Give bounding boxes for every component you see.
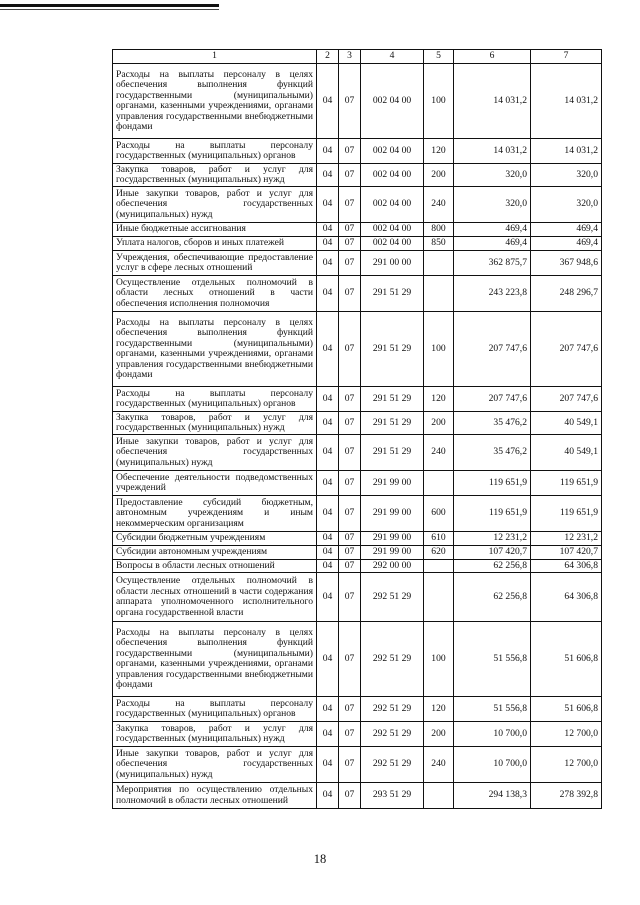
table-row: [113, 64, 602, 139]
table-header-row: [113, 50, 602, 64]
target-item-code: 292 51 29: [361, 573, 424, 622]
expense-type-code: 240: [424, 747, 454, 783]
target-item-code: 002 04 00: [361, 223, 424, 237]
section-code: 04: [317, 435, 339, 471]
target-item-code: 292 51 29: [361, 722, 424, 747]
row-name: Предоставление субсидий бюджетным, автономным учреждениям и иным некоммерческим организациям: [113, 496, 317, 532]
row-name: Расходы на выплаты персоналу в целях обеспечения выполнения функций государственными (муниципальными) органами, казенными учреждениями, органами управления государственными внебюджетными фондами: [113, 64, 317, 139]
amount-col-6: 35 476,2: [454, 412, 531, 435]
expense-type-code: 200: [424, 164, 454, 187]
amount-col-7: 119 651,9: [531, 471, 602, 496]
target-item-code: 292 51 29: [361, 622, 424, 697]
column-header: 5: [424, 50, 454, 64]
amount-col-6: 62 256,8: [454, 560, 531, 573]
amount-col-6: 51 556,8: [454, 697, 531, 722]
target-item-code: 291 51 29: [361, 412, 424, 435]
section-code: 04: [317, 312, 339, 387]
expense-type-code: 200: [424, 722, 454, 747]
amount-col-6: 62 256,8: [454, 573, 531, 622]
subsection-code: 07: [339, 312, 361, 387]
section-code: 04: [317, 412, 339, 435]
target-item-code: 291 51 29: [361, 276, 424, 312]
section-code: 04: [317, 237, 339, 251]
table-row: [113, 387, 602, 412]
section-code: 04: [317, 471, 339, 496]
amount-col-6: 320,0: [454, 164, 531, 187]
amount-col-7: 207 747,6: [531, 312, 602, 387]
amount-col-7: 51 606,8: [531, 622, 602, 697]
table-row: [113, 251, 602, 276]
expense-type-code: 620: [424, 546, 454, 560]
amount-col-7: 367 948,6: [531, 251, 602, 276]
target-item-code: 291 51 29: [361, 387, 424, 412]
expense-type-code: 100: [424, 64, 454, 139]
amount-col-7: 469,4: [531, 237, 602, 251]
amount-col-6: 469,4: [454, 237, 531, 251]
amount-col-7: 248 296,7: [531, 276, 602, 312]
subsection-code: 07: [339, 783, 361, 809]
subsection-code: 07: [339, 237, 361, 251]
expense-type-code: 240: [424, 187, 454, 223]
amount-col-7: 207 747,6: [531, 387, 602, 412]
target-item-code: 291 51 29: [361, 435, 424, 471]
amount-col-6: 320,0: [454, 187, 531, 223]
amount-col-6: 14 031,2: [454, 139, 531, 164]
row-name: Расходы на выплаты персоналу государственных (муниципальных) органов: [113, 139, 317, 164]
row-name: Закупка товаров, работ и услуг для государственных (муниципальных) нужд: [113, 412, 317, 435]
table-row: [113, 697, 602, 722]
subsection-code: 07: [339, 622, 361, 697]
subsection-code: 07: [339, 387, 361, 412]
section-code: 04: [317, 722, 339, 747]
column-header: 4: [361, 50, 424, 64]
expense-type-code: [424, 783, 454, 809]
amount-col-7: 278 392,8: [531, 783, 602, 809]
row-name: Закупка товаров, работ и услуг для государственных (муниципальных) нужд: [113, 722, 317, 747]
table-row: [113, 722, 602, 747]
amount-col-7: 12 700,0: [531, 722, 602, 747]
row-name: Расходы на выплаты персоналу государственных (муниципальных) органов: [113, 697, 317, 722]
amount-col-6: 119 651,9: [454, 496, 531, 532]
section-code: 04: [317, 573, 339, 622]
amount-col-6: 35 476,2: [454, 435, 531, 471]
row-name: Обеспечение деятельности подведомственных учреждений: [113, 471, 317, 496]
amount-col-7: 107 420,7: [531, 546, 602, 560]
target-item-code: 292 51 29: [361, 697, 424, 722]
subsection-code: 07: [339, 573, 361, 622]
expense-type-code: [424, 573, 454, 622]
section-code: 04: [317, 496, 339, 532]
amount-col-7: 320,0: [531, 187, 602, 223]
row-name: Расходы на выплаты персоналу в целях обеспечения выполнения функций государственными (муниципальными) органами, казенными учреждениями, органами управления государственными внебюджетными фондами: [113, 312, 317, 387]
row-name: Осуществление отдельных полномочий в области лесных отношений в части обеспечения исполнения полномочия: [113, 276, 317, 312]
subsection-code: 07: [339, 435, 361, 471]
expense-type-code: 200: [424, 412, 454, 435]
row-name: Вопросы в области лесных отношений: [113, 560, 317, 573]
amount-col-6: 294 138,3: [454, 783, 531, 809]
table-row: [113, 747, 602, 783]
amount-col-6: 207 747,6: [454, 387, 531, 412]
table-row: [113, 187, 602, 223]
table-row: [113, 622, 602, 697]
amount-col-6: 469,4: [454, 223, 531, 237]
target-item-code: 002 04 00: [361, 237, 424, 251]
subsection-code: 07: [339, 139, 361, 164]
expense-type-code: [424, 560, 454, 573]
table-row: [113, 223, 602, 237]
table-row: [113, 573, 602, 622]
amount-col-7: 64 306,8: [531, 573, 602, 622]
table-row: [113, 471, 602, 496]
row-name: Иные закупки товаров, работ и услуг для обеспечения государственных (муниципальных) нужд: [113, 435, 317, 471]
amount-col-6: 51 556,8: [454, 622, 531, 697]
table-row: [113, 783, 602, 809]
subsection-code: 07: [339, 64, 361, 139]
amount-col-7: 12 231,2: [531, 532, 602, 546]
row-name: Иные закупки товаров, работ и услуг для обеспечения государственных (муниципальных) нужд: [113, 187, 317, 223]
expense-type-code: 240: [424, 435, 454, 471]
table-row: [113, 412, 602, 435]
column-header: 3: [339, 50, 361, 64]
amount-col-6: 362 875,7: [454, 251, 531, 276]
amount-col-6: 10 700,0: [454, 722, 531, 747]
subsection-code: 07: [339, 251, 361, 276]
target-item-code: 291 00 00: [361, 251, 424, 276]
target-item-code: 292 00 00: [361, 560, 424, 573]
table-row: [113, 560, 602, 573]
header-rule: [0, 4, 219, 7]
amount-col-7: 469,4: [531, 223, 602, 237]
section-code: 04: [317, 187, 339, 223]
row-name: Учреждения, обеспечивающие предоставление услуг в сфере лесных отношений: [113, 251, 317, 276]
amount-col-6: 243 223,8: [454, 276, 531, 312]
table-row: [113, 496, 602, 532]
subsection-code: 07: [339, 560, 361, 573]
section-code: 04: [317, 783, 339, 809]
expense-type-code: 120: [424, 697, 454, 722]
subsection-code: 07: [339, 187, 361, 223]
amount-col-7: 119 651,9: [531, 496, 602, 532]
column-header: 2: [317, 50, 339, 64]
target-item-code: 002 04 00: [361, 187, 424, 223]
target-item-code: 291 51 29: [361, 312, 424, 387]
column-header: 1: [113, 50, 317, 64]
expense-type-code: [424, 276, 454, 312]
subsection-code: 07: [339, 546, 361, 560]
expense-type-code: 800: [424, 223, 454, 237]
row-name: Расходы на выплаты персоналу государственных (муниципальных) органов: [113, 387, 317, 412]
section-code: 04: [317, 546, 339, 560]
subsection-code: 07: [339, 276, 361, 312]
target-item-code: 291 99 00: [361, 546, 424, 560]
amount-col-6: 207 747,6: [454, 312, 531, 387]
amount-col-7: 14 031,2: [531, 64, 602, 139]
row-name: Субсидии автономным учреждениям: [113, 546, 317, 560]
table-row: [113, 164, 602, 187]
amount-col-7: 320,0: [531, 164, 602, 187]
amount-col-6: 10 700,0: [454, 747, 531, 783]
subsection-code: 07: [339, 722, 361, 747]
section-code: 04: [317, 387, 339, 412]
section-code: 04: [317, 251, 339, 276]
target-item-code: 002 04 00: [361, 139, 424, 164]
header-rule-thin: [0, 9, 219, 10]
row-name: Мероприятия по осуществлению отдельных полномочий в области лесных отношений: [113, 783, 317, 809]
section-code: 04: [317, 697, 339, 722]
target-item-code: 002 04 00: [361, 164, 424, 187]
subsection-code: 07: [339, 223, 361, 237]
table-row: [113, 435, 602, 471]
target-item-code: 293 51 29: [361, 783, 424, 809]
section-code: 04: [317, 560, 339, 573]
subsection-code: 07: [339, 697, 361, 722]
target-item-code: 291 99 00: [361, 471, 424, 496]
amount-col-7: 64 306,8: [531, 560, 602, 573]
amount-col-6: 119 651,9: [454, 471, 531, 496]
expense-type-code: [424, 471, 454, 496]
section-code: 04: [317, 223, 339, 237]
amount-col-7: 51 606,8: [531, 697, 602, 722]
subsection-code: 07: [339, 412, 361, 435]
expense-type-code: 100: [424, 312, 454, 387]
row-name: Иные закупки товаров, работ и услуг для обеспечения государственных (муниципальных) нужд: [113, 747, 317, 783]
section-code: 04: [317, 276, 339, 312]
amount-col-6: 14 031,2: [454, 64, 531, 139]
section-code: 04: [317, 532, 339, 546]
subsection-code: 07: [339, 164, 361, 187]
target-item-code: 291 99 00: [361, 532, 424, 546]
target-item-code: 002 04 00: [361, 64, 424, 139]
section-code: 04: [317, 64, 339, 139]
row-name: Иные бюджетные ассигнования: [113, 223, 317, 237]
section-code: 04: [317, 747, 339, 783]
target-item-code: 291 99 00: [361, 496, 424, 532]
expense-type-code: 120: [424, 387, 454, 412]
target-item-code: 292 51 29: [361, 747, 424, 783]
subsection-code: 07: [339, 471, 361, 496]
subsection-code: 07: [339, 532, 361, 546]
expense-type-code: 600: [424, 496, 454, 532]
section-code: 04: [317, 622, 339, 697]
section-code: 04: [317, 139, 339, 164]
row-name: Расходы на выплаты персоналу в целях обеспечения выполнения функций государственными (муниципальными) органами, казенными учреждениями, органами управления государственными внебюджетными фондами: [113, 622, 317, 697]
table-row: [113, 546, 602, 560]
expense-type-code: 120: [424, 139, 454, 164]
table-row: [113, 312, 602, 387]
row-name: Закупка товаров, работ и услуг для государственных (муниципальных) нужд: [113, 164, 317, 187]
section-code: 04: [317, 164, 339, 187]
row-name: Субсидии бюджетным учреждениям: [113, 532, 317, 546]
table-row: [113, 532, 602, 546]
row-name: Осуществление отдельных полномочий в области лесных отношений в части содержания аппарата уполномоченного исполнительного органа государственной власти: [113, 573, 317, 622]
expense-type-code: 100: [424, 622, 454, 697]
subsection-code: 07: [339, 747, 361, 783]
page-number: 18: [313, 852, 327, 866]
amount-col-7: 12 700,0: [531, 747, 602, 783]
column-header: 6: [454, 50, 531, 64]
table-row: [113, 139, 602, 164]
budget-table: [112, 49, 602, 809]
expense-type-code: [424, 251, 454, 276]
row-name: Уплата налогов, сборов и иных платежей: [113, 237, 317, 251]
amount-col-6: 12 231,2: [454, 532, 531, 546]
table-row: [113, 276, 602, 312]
amount-col-6: 107 420,7: [454, 546, 531, 560]
column-header: 7: [531, 50, 602, 64]
subsection-code: 07: [339, 496, 361, 532]
table-row: [113, 237, 602, 251]
expense-type-code: 850: [424, 237, 454, 251]
amount-col-7: 40 549,1: [531, 435, 602, 471]
expense-type-code: 610: [424, 532, 454, 546]
amount-col-7: 14 031,2: [531, 139, 602, 164]
amount-col-7: 40 549,1: [531, 412, 602, 435]
